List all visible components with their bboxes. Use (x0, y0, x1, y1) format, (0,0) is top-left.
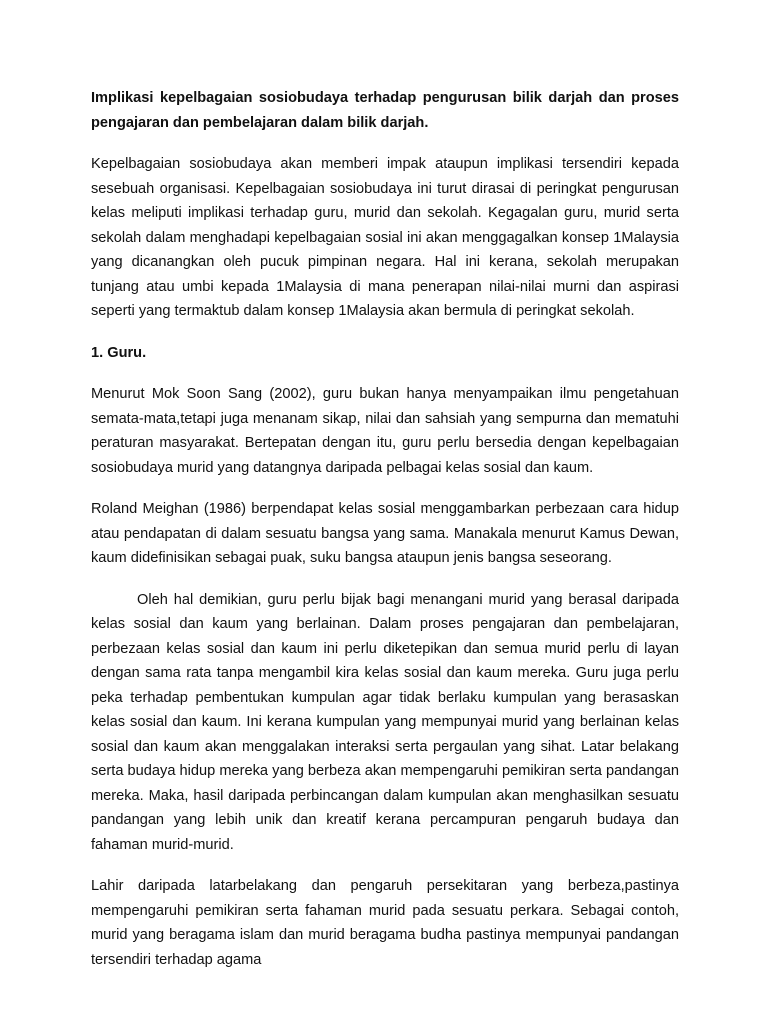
document-body (91, 86, 679, 989)
paragraph-intro: Kepelbagaian sosiobudaya akan memberi impak ataupun implikasi tersendiri kepada sesebuah organisasi. Kepelbagaian sosiobudaya ini turut dirasai di peringkat pengurusan kelas meliputi implikasi terhadap guru, murid dan sekolah. Kegagalan guru, murid serta sekolah dalam menghadapi kepelbagaian sosial ini akan menggagalkan konsep 1Malaysia yang dicanangkan oleh pucuk pimpinan negara. Hal ini kerana, sekolah merupakan tunjang atau umbi kepada 1Malaysia di mana penerapan nilai-nilai murni dan aspirasi seperti yang termaktub dalam konsep 1Malaysia akan bermula di peringkat sekolah. (91, 156, 679, 319)
paragraph-mok-soon-sang: Menurut Mok Soon Sang (2002), guru bukan hanya menyampaikan ilmu pengetahuan semata-mata,tetapi juga menanam sikap, nilai dan sahsiah yang sempurna dan mematuhi peraturan masyarakat. Bertepatan dengan itu, guru perlu bersedia dengan kepelbagaian sosiobudaya murid yang datangnya daripada pelbagai kelas sosial dan kaum. (91, 386, 679, 476)
paragraph-lahir-daripada: Lahir daripada latarbelakang dan pengaruh persekitaran yang berbeza,pastinya mempengaruhi pemikiran serta fahaman murid pada sesuatu perkara. Sebagai contoh, murid yang beragama islam dan murid beragama budha pastinya mempunyai pandangan tersendiri terhadap agama (91, 878, 679, 968)
section-heading-guru: 1. Guru. (91, 344, 147, 361)
document-title: Implikasi kepelbagaian sosiobudaya terhadap pengurusan bilik darjah dan proses pengajaran dan pembelajaran dalam bilik darjah. (91, 90, 679, 131)
paragraph-oleh-hal-demikian: Oleh hal demikian, guru perlu bijak bagi menangani murid yang berasal daripada kelas sosial dan kaum yang berlainan. Dalam proses pengajaran dan pembelajaran, perbezaan kelas sosial dan kaum ini perlu diketepikan dan semua murid perlu di layan dengan sama rata tanpa mengambil kira kelas sosial dan kaum mereka. Guru juga perlu peka terhadap pembentukan kumpulan agar tidak berlaku kumpulan yang berasaskan kelas sosial dan kaum. Ini kerana kumpulan yang mempunyai murid yang berlainan kelas sosial dan kaum akan menggalakan interaksi serta pergaulan yang sihat. Latar belakang serta budaya hidup mereka yang berbeza akan mempengaruhi pemikiran serta pandangan mereka. Maka, hasil daripada perbincangan dalam kumpulan akan menghasilkan sesuatu pandangan yang lebih unik dan kreatif kerana percampuran pengaruh budaya dan fahaman murid-murid. (91, 591, 679, 853)
paragraph-roland-meighan: Roland Meighan (1986) berpendapat kelas sosial menggambarkan perbezaan cara hidup atau pendapatan di dalam sesuatu bangsa yang sama. Manakala menurut Kamus Dewan, kaum didefinisikan sebagai puak, suku bangsa ataupun jenis bangsa seseorang. (91, 501, 679, 566)
